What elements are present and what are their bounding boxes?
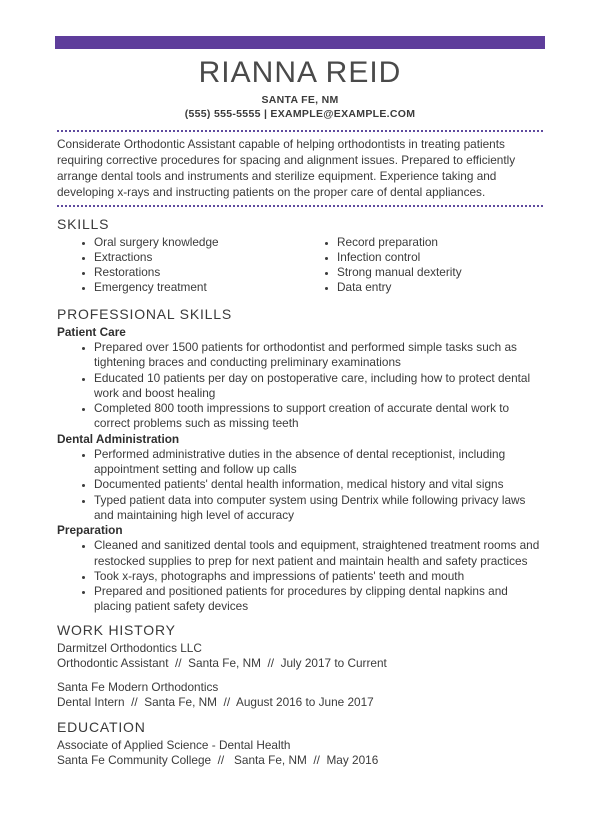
skills-columns <box>57 235 543 295</box>
candidate-name: RIANNA REID <box>198 56 402 89</box>
section-title-work-history: WORK HISTORY <box>57 621 176 638</box>
skill-group-title: Dental Administration <box>57 431 180 446</box>
skill-item: • Record preparation <box>337 235 543 250</box>
job-entry <box>57 680 543 711</box>
section-title-education: EDUCATION <box>57 718 146 735</box>
company-name: Darmitzel Orthodontics LLC <box>57 640 202 655</box>
bullet-item: • Prepared and positioned patients for procedures by clipping dental napkins and placing patient safety devices <box>94 584 543 615</box>
bullet-item: • Cleaned and sanitized dental tools and equipment, straightened treatment rooms and restocked supplies to prep for next patient and maintain health and safety practices <box>94 538 543 569</box>
contact-line: (555) 555-5555 | EXAMPLE@EXAMPLE.COM <box>184 108 416 120</box>
skill-item: • Extractions <box>94 250 300 265</box>
candidate-location: SANTA FE, NM <box>261 94 339 106</box>
bullet-item: • Completed 800 tooth impressions to support creation of accurate dental work to correct problems such as missing teeth <box>94 401 543 432</box>
skill-item: • Oral surgery knowledge <box>94 235 300 250</box>
skill-item: • Restorations <box>94 265 300 280</box>
professional-skills-section <box>57 306 543 615</box>
education-details: Santa Fe Community College // Santa Fe, NM // May 2016 <box>57 753 379 768</box>
bullet-item: • Documented patients' dental health information, medical history and vital signs <box>94 477 543 492</box>
bullet-item: • Took x-rays, photographs and impressions of patients' teeth and mouth <box>94 569 543 584</box>
skill-item: • Infection control <box>337 250 543 265</box>
summary-text: Considerate Orthodontic Assistant capable of helping orthodontists in treating patients requiring corrective procedures for spacing and alignment issues. Prepared to efficiently arrange dental tools and instruments and sterilize equipment. Experience taking and developing x-rays and instructing patients on the proper care of dental appliances. <box>57 130 543 207</box>
job-details: Orthodontic Assistant // Santa Fe, NM // July 2017 to Current <box>57 656 387 671</box>
skill-group-bullets <box>57 538 543 614</box>
job-details: Dental Intern // Santa Fe, NM // August 2016 to June 2017 <box>57 695 374 710</box>
skills-section <box>57 216 543 295</box>
bullet-item: • Educated 10 patients per day on postoperative care, including how to protect dental work and boost healing <box>94 371 543 402</box>
education-section <box>57 719 543 769</box>
skill-group-bullets <box>57 447 543 523</box>
company-name: Santa Fe Modern Orthodontics <box>57 679 219 694</box>
section-title-skills: SKILLS <box>57 216 110 232</box>
job-entry <box>57 641 543 672</box>
skill-group-title: Patient Care <box>57 325 126 339</box>
skill-group-title: Preparation <box>57 523 123 538</box>
bullet-item: • Prepared over 1500 patients for orthodontist and performed simple tasks such as tightening braces and conducting preliminary examinations <box>94 340 543 371</box>
resume-page <box>0 56 600 769</box>
skills-column-1 <box>57 235 300 295</box>
skill-group-bullets <box>57 340 543 432</box>
work-history-section <box>57 622 543 711</box>
bullet-item: • Typed patient data into computer system using Dentrix while following privacy laws and maintaining high level of accuracy <box>94 493 543 524</box>
section-title-professional-skills: PROFESSIONAL SKILLS <box>57 306 232 322</box>
skill-item: • Data entry <box>337 280 543 295</box>
degree-name: Associate of Applied Science - Dental Health <box>57 737 291 752</box>
skills-column-2 <box>300 235 543 295</box>
bullet-item: • Performed administrative duties in the absence of dental receptionist, including appointment setting and follow up calls <box>94 447 543 478</box>
skill-item: • Strong manual dexterity <box>337 265 543 280</box>
skill-item: • Emergency treatment <box>94 280 300 295</box>
accent-bar <box>55 36 545 49</box>
